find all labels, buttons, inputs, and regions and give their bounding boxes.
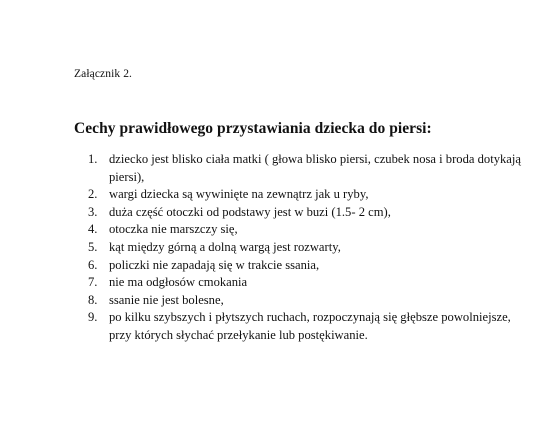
list-item-text: po kilku szybszych i płytszych ruchach, rozpoczynają się głębsze powolniejsze, przy których słychać przełykanie lub postękiwanie. xyxy=(109,310,511,342)
list-item-text: dziecko jest blisko ciała matki ( głowa blisko piersi, czubek nosa i broda dotykają piersi), xyxy=(109,152,521,184)
list-item-number: 1. xyxy=(88,152,98,166)
list-item xyxy=(88,239,528,257)
list-item-number: 3. xyxy=(88,204,98,219)
list-item xyxy=(88,292,528,310)
list-item-text: policzki nie zapadają się w trakcie ssania, xyxy=(109,257,320,272)
list-item xyxy=(88,204,528,222)
list-item-number: 4. xyxy=(88,222,98,237)
list-item-text: duża część otoczki od podstawy jest w buzi (1.5- 2 cm), xyxy=(109,204,391,219)
list-item xyxy=(88,309,528,344)
list-item-number: 2. xyxy=(88,187,98,202)
attachment-label: Załącznik 2. xyxy=(74,68,133,80)
list-item-number: 7. xyxy=(88,275,98,290)
list-item xyxy=(88,151,528,186)
document-title: Cechy prawidłowego przystawiania dziecka do piersi: xyxy=(74,120,432,137)
list-item xyxy=(88,274,528,292)
list-item-text: nie ma odgłosów cmokania xyxy=(109,275,248,290)
list-item xyxy=(88,186,528,204)
list-item-number: 8. xyxy=(88,292,98,307)
list-item-text: wargi dziecka są wywinięte na zewnątrz jak u ryby, xyxy=(109,187,369,202)
features-list xyxy=(88,151,528,345)
list-item-text: ssanie nie jest bolesne, xyxy=(109,292,224,307)
list-item-number: 6. xyxy=(88,257,98,272)
list-item-text: kąt między górną a dolną wargą jest rozwarty, xyxy=(109,239,341,254)
list-item xyxy=(88,221,528,239)
list-item xyxy=(88,257,528,275)
list-item-text: otoczka nie marszczy się, xyxy=(109,222,238,237)
list-item-number: 5. xyxy=(88,239,98,254)
list-item-number: 9. xyxy=(88,310,98,325)
